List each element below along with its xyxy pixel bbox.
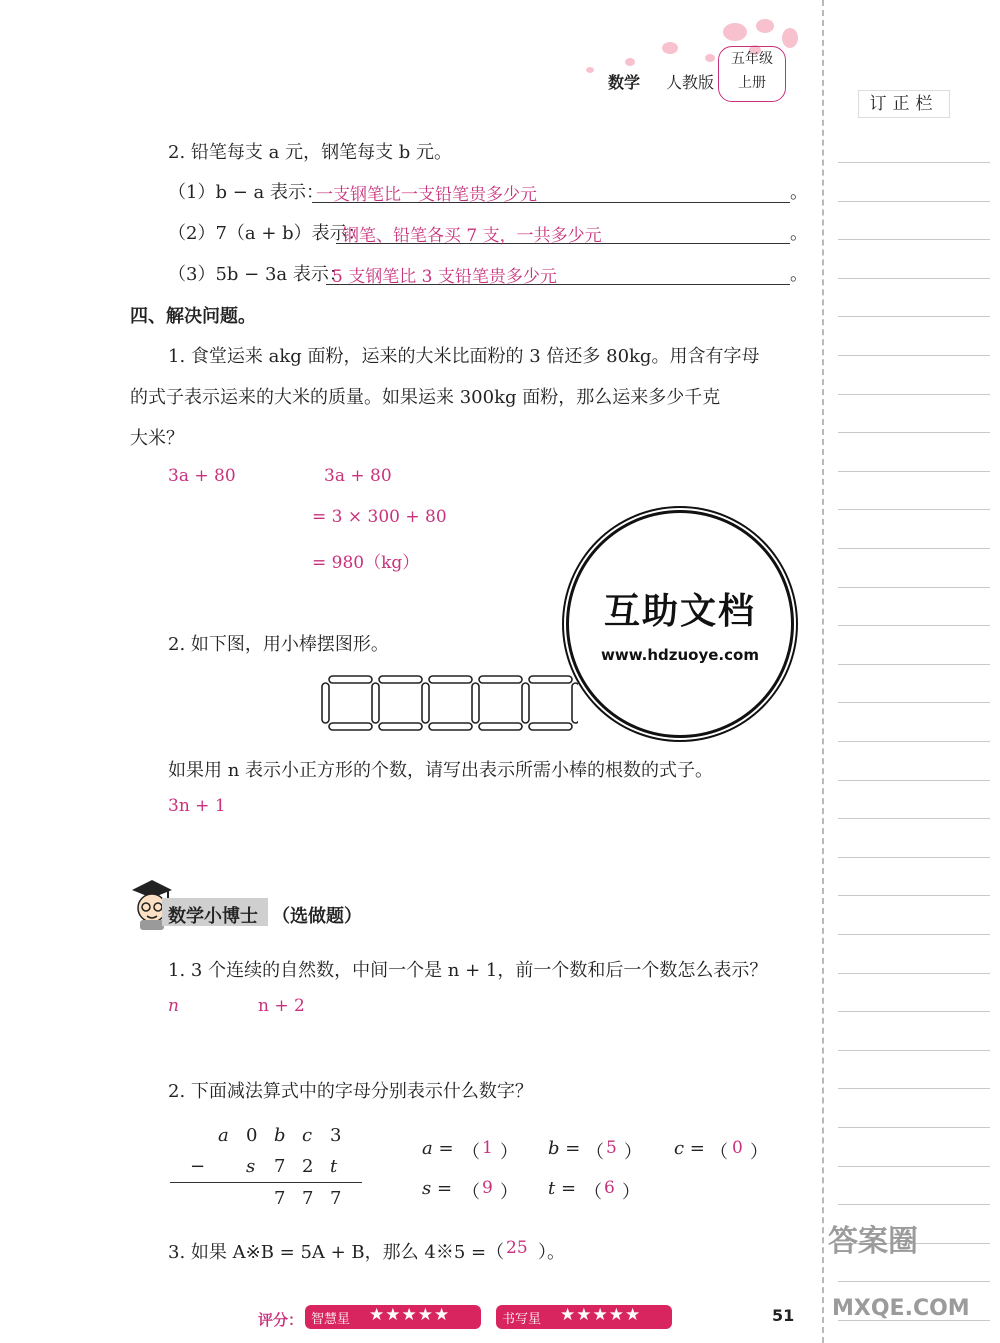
correction-rule-line (838, 857, 990, 858)
correction-rule-line (838, 201, 990, 202)
correction-rule-line (838, 394, 990, 395)
q-pencil-pen-stem: 2. 铅笔每支 a 元，钢笔每支 b 元。 (168, 142, 453, 163)
correction-rule-line (838, 702, 990, 703)
var-b-open: （ (586, 1142, 604, 1163)
var-b-value: 5 (606, 1138, 617, 1158)
var-t-open: （ (584, 1182, 602, 1203)
bonus-subtitle: （选做题） (272, 906, 362, 927)
rating-writing-stars: ★★★★★ (560, 1305, 642, 1325)
stick-vertical (522, 683, 529, 723)
correction-rule-line (838, 471, 990, 472)
var-b-label: b = (548, 1138, 581, 1159)
var-c-value: 0 (732, 1138, 743, 1158)
var-c-open: （ (710, 1142, 728, 1163)
q-pencil-item2-answer: 钢笔、铅笔各买 7 支，一共多少元 (342, 226, 602, 246)
stick-horizontal (479, 723, 522, 730)
stick-vertical (472, 683, 479, 723)
sub-row3-d2: 7 (302, 1188, 314, 1209)
sub-row1-d3: b (274, 1125, 286, 1146)
q-rice-answer-expr: 3a + 80 (168, 466, 236, 486)
sub-row1-d1: a (218, 1125, 229, 1146)
stick-horizontal (529, 676, 572, 683)
sub-row1-d4: c (302, 1125, 313, 1146)
var-s-label: s = (422, 1178, 453, 1199)
correction-rule-line (838, 818, 990, 819)
q-sticks-stem: 2. 如下图，用小棒摆图形。 (168, 634, 389, 655)
correction-rule-line (838, 664, 990, 665)
var-a-open: （ (462, 1142, 480, 1163)
q-rice-calc-2: = 3 × 300 + 80 (312, 507, 447, 527)
q-rice-line1: 1. 食堂运来 akg 面粉，运来的大米比面粉的 3 倍还多 80kg。用含有字母 (168, 346, 760, 367)
sticks-squares-figure (318, 670, 578, 734)
bonus-title: 数学小博士 (168, 906, 258, 927)
correction-column-title: 订正栏 (858, 90, 950, 118)
correction-rule-line (838, 548, 990, 549)
bonus-q1-answer-next: n + 2 (258, 996, 305, 1016)
bonus-q3-stem: 3. 如果 A※B = 5A + B，那么 4※5 =（ (168, 1242, 505, 1263)
bonus-q2-stem: 2. 下面减法算式中的字母分别表示什么数字？ (168, 1081, 533, 1102)
stick-vertical (372, 683, 379, 723)
watermark-url: www.hdzuoye.com (601, 646, 759, 664)
q-pencil-item3-answer: 5 支钢笔比 3 支铅笔贵多少元 (332, 267, 557, 287)
period-3: 。 (790, 264, 808, 285)
var-a-label: a = (422, 1138, 454, 1159)
correction-rule-line (838, 587, 990, 588)
var-t-close: ） (622, 1182, 640, 1203)
correction-rule-line (838, 895, 990, 896)
answer-site-url: MXQE.COM (832, 1296, 970, 1321)
correction-column-border (822, 0, 824, 1343)
watermark-stamp (566, 510, 794, 738)
bonus-q3-answer: 25 (506, 1238, 528, 1258)
correction-rule-line (838, 1204, 990, 1205)
correction-rule-line (838, 239, 990, 240)
correction-rule-line (838, 780, 990, 781)
correction-rule-line (838, 278, 990, 279)
stick-vertical (572, 683, 578, 723)
var-t-value: 6 (604, 1178, 615, 1198)
var-s-open: （ (462, 1182, 480, 1203)
var-c-label: c = (674, 1138, 705, 1159)
correction-rule-line (838, 1166, 990, 1167)
rating-writing-label: 书写星 (502, 1312, 542, 1327)
sub-row3-d1: 7 (274, 1188, 286, 1209)
sub-row1-d2: 0 (246, 1125, 258, 1146)
rating-wisdom-label: 智慧星 (311, 1312, 351, 1327)
var-s-close: ） (500, 1182, 518, 1203)
sub-row2-d2: 7 (274, 1156, 286, 1177)
correction-rule-line (838, 1281, 990, 1282)
stick-horizontal (329, 723, 372, 730)
watermark-title: 互助文档 (603, 591, 756, 632)
correction-rule-line (838, 316, 990, 317)
correction-rule-line (838, 1011, 990, 1012)
bonus-q3-end: ）。 (538, 1242, 565, 1263)
grade-label: 五年级 (731, 51, 773, 67)
correction-rule-line (838, 934, 990, 935)
rating-label: 评分： (258, 1311, 304, 1329)
header-edition: 人教版 (666, 73, 715, 92)
correction-rule-line (838, 973, 990, 974)
header-subject: 数学 (608, 73, 641, 92)
correction-rule-line (838, 432, 990, 433)
stick-horizontal (379, 676, 422, 683)
correction-rule-line (838, 355, 990, 356)
answer-site-logo: 答案圈 (828, 1224, 918, 1259)
q-pencil-item1-answer: 一支钢笔比一支铅笔贵多少元 (316, 185, 537, 205)
q-rice-line2: 的式子表示运来的大米的质量。如果运来 300kg 面粉，那么运来多少千克 (130, 387, 721, 408)
q-pencil-item1-label: （1）b − a 表示： (168, 182, 324, 203)
stick-horizontal (379, 723, 422, 730)
sub-row3-d3: 7 (330, 1188, 342, 1209)
sub-minus-sign: − (190, 1156, 206, 1177)
q-pencil-item2-label: （2）7（a + b）表示： (168, 223, 366, 244)
correction-rule-line (838, 1050, 990, 1051)
q-rice-calc-1: 3a + 80 (324, 466, 392, 486)
var-a-close: ） (500, 1142, 518, 1163)
grade-badge (718, 46, 786, 102)
rating-writing-pill (496, 1305, 672, 1329)
var-t-label: t = (548, 1178, 577, 1199)
rating-wisdom-stars: ★★★★★ (369, 1305, 451, 1325)
correction-rule-line (838, 509, 990, 510)
stick-horizontal (429, 723, 472, 730)
stick-horizontal (479, 676, 522, 683)
var-a-value: 1 (482, 1138, 493, 1158)
var-b-close: ） (624, 1142, 642, 1163)
correction-rule-line (838, 162, 990, 163)
section4-title: 四、解决问题。 (130, 306, 256, 327)
q-rice-calc-3: = 980（kg） (312, 553, 420, 573)
correction-rule-line (838, 1088, 990, 1089)
sub-row2-d4: t (330, 1156, 338, 1177)
bonus-q1-answer-prev: n (168, 996, 179, 1016)
sub-row2-d3: 2 (302, 1156, 314, 1177)
stick-vertical (422, 683, 429, 723)
stick-vertical (322, 683, 329, 723)
period-1: 。 (790, 182, 808, 203)
sub-row2-d1: s (246, 1156, 256, 1177)
period-2: 。 (790, 223, 808, 244)
page-number: 51 (772, 1306, 795, 1325)
q-sticks-question: 如果用 n 表示小正方形的个数，请写出表示所需小棒的根数的式子。 (168, 760, 714, 781)
q-pencil-item3-label: （3）5b − 3a 表示： (168, 264, 347, 285)
bonus-q1-stem: 1. 3 个连续的自然数，中间一个是 n + 1，前一个数和后一个数怎么表示？ (168, 960, 768, 981)
rating-wisdom-pill (305, 1305, 481, 1329)
sub-row1-d5: 3 (330, 1125, 342, 1146)
var-c-close: ） (750, 1142, 768, 1163)
stick-horizontal (529, 723, 572, 730)
stick-horizontal (329, 676, 372, 683)
correction-rule-line (838, 1127, 990, 1128)
q-sticks-answer: 3n + 1 (168, 796, 226, 816)
stick-horizontal (429, 676, 472, 683)
sub-line (170, 1182, 362, 1183)
var-s-value: 9 (482, 1178, 493, 1198)
correction-rule-line (838, 625, 990, 626)
q-rice-line3: 大米？ (130, 428, 184, 449)
correction-rule-line (838, 741, 990, 742)
volume-label: 上册 (738, 75, 766, 91)
